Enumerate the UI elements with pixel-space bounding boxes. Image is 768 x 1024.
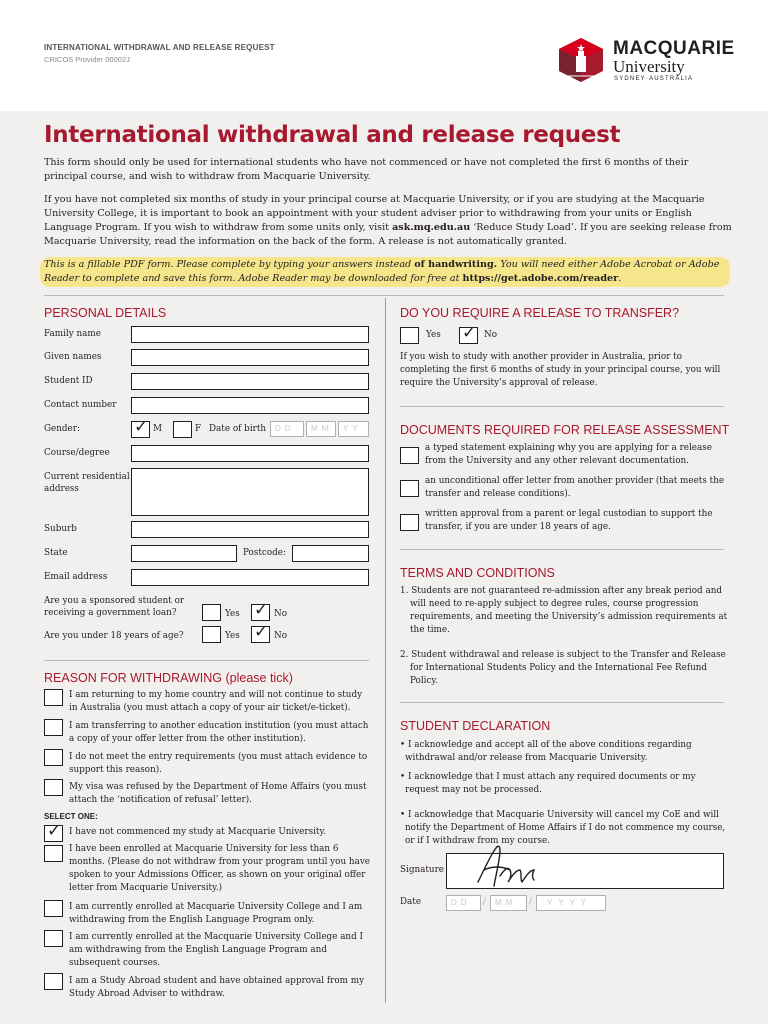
fillable-text-b: of handwriting. <box>414 259 501 270</box>
document-item: an unconditional offer letter from another provider (that meets the transfer and release conditions). <box>425 476 725 499</box>
option-college-elp-checkbox[interactable] <box>44 900 63 917</box>
documents-heading: DOCUMENTS REQUIRED FOR RELEASE ASSESSMENT <box>400 423 730 437</box>
reason-entry-requirements-checkbox[interactable] <box>44 749 63 766</box>
fillable-notice <box>44 258 734 286</box>
reason-transfer-checkbox[interactable] <box>44 719 63 736</box>
date-separator: / <box>529 897 532 907</box>
student-id-input[interactable] <box>131 373 369 390</box>
reason-item: I do not meet the entry requirements (you must attach evidence to support this reason). <box>69 752 368 775</box>
select-one-label: SELECT ONE: <box>44 812 98 821</box>
state-label: State <box>44 548 68 558</box>
document-parent-approval-checkbox[interactable] <box>400 514 419 531</box>
option-not-commenced-checkbox[interactable] <box>44 821 63 842</box>
date-label: Date <box>400 897 422 907</box>
select-option: I have not commenced my study at Macquarie University. <box>69 827 327 837</box>
document-item: written approval from a parent or legal custodian to support the transfer, if you are under 18 years of age. <box>425 509 713 532</box>
column-divider <box>385 298 386 1003</box>
release-yes-label: Yes <box>426 330 441 340</box>
date-separator: / <box>483 897 486 907</box>
gender-male-label: M <box>153 424 163 434</box>
tick-icon: ✓ <box>254 622 269 642</box>
postcode-label: Postcode: <box>243 548 286 558</box>
student-id-label: Student ID <box>44 376 93 386</box>
cricos-code: CRICOS Provider 00002J <box>44 55 130 64</box>
course-label: Course/degree <box>44 448 110 458</box>
under18-yes-label: Yes <box>225 631 240 641</box>
contact-number-label: Contact number <box>44 400 117 410</box>
divider <box>400 406 724 407</box>
university-crest-icon <box>559 38 603 82</box>
sponsored-yes-label: Yes <box>225 609 240 619</box>
macquarie-logo <box>559 38 735 88</box>
reason-item: My visa was refused by the Department of Home Affairs (you must attach the ‘notification of refusal’ letter). <box>69 782 367 805</box>
handwritten-signature-icon <box>470 836 550 896</box>
intro-paragraph-1: This form should only be used for international students who have not commenced or have not completed the first 6 months of their principal course, and wish to withdraw from Macquarie University. <box>44 157 689 182</box>
divider <box>44 660 369 661</box>
under18-yes-checkbox[interactable] <box>202 626 221 643</box>
declaration-item: • I acknowledge that I must attach any required documents or my request may not be processed. <box>400 772 696 795</box>
intro-text-b: ‘Reduce Study Load’. If you are seeking release from Macquarie University, read the information on the back of the form. A release is not automatically granted. <box>44 222 732 247</box>
release-no-label: No <box>484 330 497 340</box>
tick-icon: ✓ <box>47 821 62 841</box>
option-college-elp-courses-checkbox[interactable] <box>44 930 63 947</box>
address-input[interactable] <box>131 468 369 516</box>
terms-heading: TERMS AND CONDITIONS <box>400 566 555 580</box>
logo-name: MACQUARIE <box>613 38 735 59</box>
terms-item: 2. Student withdrawal and release is subject to the Transfer and Release for International Students Policy and the International Fee Refund Policy. <box>400 650 726 686</box>
reason-return-home-checkbox[interactable] <box>44 689 63 706</box>
release-yes-checkbox[interactable] <box>400 327 419 344</box>
release-note: If you wish to study with another provider in Australia, prior to completing the first 6 months of study in your principal course, you will require the University’s approval of release. <box>400 352 721 388</box>
doc-header-title: INTERNATIONAL WITHDRAWAL AND RELEASE REQUEST <box>44 43 275 52</box>
option-less-than-6-months-checkbox[interactable] <box>44 845 63 862</box>
under18-question: Are you under 18 years of age? <box>44 631 184 641</box>
under18-no-checkbox[interactable] <box>251 622 270 643</box>
given-names-input[interactable] <box>131 349 369 366</box>
sponsored-yes-checkbox[interactable] <box>202 604 221 621</box>
email-input[interactable] <box>131 569 369 586</box>
intro-text-a: If you have not completed six months of study in your principal course at Macquarie University, or if you are studying at the Macquarie University College, it is important to book an appointment with your student adviser prior to withdrawing from your units or English Language Program. If you wish to withdraw from some units only, visit <box>44 194 705 233</box>
terms-item: 1. Students are not guaranteed re-admission after any break period and will need to re-apply subject to degree rules, course progression requirements, and meeting the University’s admission requirements at the time. <box>400 586 728 635</box>
intro-paragraph-2 <box>44 193 734 249</box>
reason-item: I am returning to my home country and will not continue to study in Australia (you must attach a copy of your air ticket/e-ticket). <box>69 690 363 713</box>
reason-heading: REASON FOR WITHDRAWING (please tick) <box>44 671 293 685</box>
select-option: I am a Study Abroad student and have obtained approval from my Study Abroad Adviser to withdraw. <box>69 976 365 999</box>
sponsored-no-checkbox[interactable] <box>251 600 270 621</box>
fillable-text-c: You will need either Adobe Acrobat or Adobe Reader to complete and save this form. Adobe Reader may be downloaded for free at <box>44 259 720 284</box>
date-year-input[interactable]: YYYY <box>536 895 606 911</box>
gender-male-checkbox[interactable] <box>131 417 150 438</box>
logo-university: University <box>613 57 685 76</box>
under18-no-label: No <box>274 631 287 641</box>
dob-day-input[interactable]: DD <box>270 421 304 437</box>
suburb-label: Suburb <box>44 524 77 534</box>
suburb-input[interactable] <box>131 521 369 538</box>
page-title: International withdrawal and release request <box>44 122 621 148</box>
signature-label: Signature <box>400 865 444 875</box>
tick-icon: ✓ <box>134 417 149 437</box>
declaration-heading: STUDENT DECLARATION <box>400 719 551 733</box>
declaration-item: • I acknowledge and accept all of the above conditions regarding withdrawal and/or release from Macquarie University. <box>400 740 692 763</box>
dob-month-input[interactable]: MM <box>306 421 336 437</box>
adobe-reader-link[interactable]: https://get.adobe.com/reader <box>462 273 619 284</box>
fillable-text-a: This is a fillable PDF form. Please complete by typing your answers instead <box>44 259 415 270</box>
option-study-abroad-checkbox[interactable] <box>44 973 63 990</box>
logo-location: SYDNEY·AUSTRALIA <box>614 76 694 82</box>
ask-mq-link[interactable]: ask.mq.edu.au <box>392 222 471 233</box>
family-name-input[interactable] <box>131 326 369 343</box>
contact-number-input[interactable] <box>131 397 369 414</box>
dob-label: Date of birth <box>209 424 267 434</box>
sponsored-question: Are you a sponsored student or receiving a government loan? <box>44 596 185 618</box>
date-month-input[interactable]: MM <box>490 895 527 911</box>
release-heading: DO YOU REQUIRE A RELEASE TO TRANSFER? <box>400 306 680 320</box>
fillable-text-end: . <box>618 273 622 284</box>
reason-item: I am transferring to another education institution (you must attach a copy of your offer letter from the other institution). <box>69 721 369 744</box>
address-label: Current residential address <box>44 472 130 494</box>
document-item: a typed statement explaining why you are applying for a release from the University and any other relevant documentation. <box>425 443 712 466</box>
release-no-checkbox[interactable] <box>459 323 478 344</box>
gender-female-label: F <box>195 424 202 434</box>
date-day-input[interactable]: DD <box>446 895 481 911</box>
divider <box>400 702 724 703</box>
divider <box>400 549 724 550</box>
tick-icon: ✓ <box>254 600 269 620</box>
email-label: Email address <box>44 572 108 582</box>
sponsored-no-label: No <box>274 609 287 619</box>
course-input[interactable] <box>131 445 369 462</box>
select-option: I am currently enrolled at the Macquarie University College and I am withdrawing from the English Language Program and subsequent courses. <box>69 932 364 968</box>
dob-year-input[interactable]: YY <box>338 421 369 437</box>
reason-visa-refused-checkbox[interactable] <box>44 779 63 796</box>
document-statement-checkbox[interactable] <box>400 447 419 464</box>
document-offer-letter-checkbox[interactable] <box>400 480 419 497</box>
select-option: I have been enrolled at Macquarie University for less than 6 months. (Please do not withdraw from your program until you have spoken to your Admissions Officer, as shown on your original offer letter from Macquarie University.) <box>69 844 370 893</box>
personal-details-heading: PERSONAL DETAILS <box>44 306 167 320</box>
given-names-label: Given names <box>44 352 102 362</box>
select-option: I am currently enrolled at Macquarie University College and I am withdrawing from the English Language Program only. <box>69 902 363 925</box>
gender-label: Gender: <box>44 424 80 434</box>
gender-female-checkbox[interactable] <box>173 421 192 438</box>
declaration-item: • I acknowledge that Macquarie University will cancel my CoE and will notify the Department of Home Affairs if I do not commence my course, or if I withdraw from my course. <box>400 810 726 846</box>
family-name-label: Family name <box>44 329 101 339</box>
state-input[interactable] <box>131 545 237 562</box>
postcode-input[interactable] <box>292 545 369 562</box>
divider <box>44 295 724 296</box>
tick-icon: ✓ <box>462 323 477 343</box>
